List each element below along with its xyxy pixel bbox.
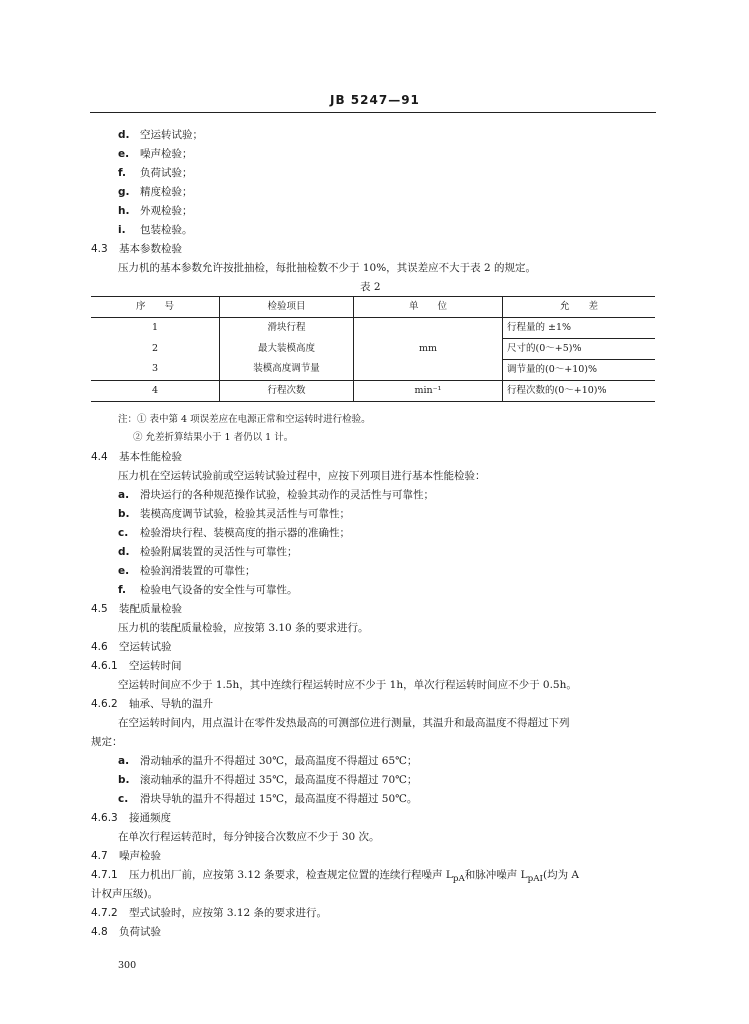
paragraph: 计权声压级)。: [91, 888, 159, 900]
section-heading: 4.4 基本性能检验: [91, 451, 182, 463]
section-heading: 4.6 空运转试验: [91, 641, 172, 653]
table-note: ② 允差折算结果小于 1 者仍以 1 计。: [133, 432, 294, 443]
table-row: [91, 381, 655, 402]
list-item: h. 外观检验；: [118, 205, 193, 217]
page-number: 300: [118, 960, 137, 971]
section-heading: 4.3 基本参数检验: [91, 243, 182, 255]
paragraph: 4.7.2 型式试验时，应按第 3.12 条的要求进行。: [91, 907, 328, 919]
table-cell: 滑块行程: [220, 318, 354, 339]
list-item: e. 噪声检验；: [118, 148, 193, 160]
table-cell: 3: [151, 363, 159, 375]
col-header: 检验项目: [220, 297, 354, 318]
col-header: 单 位: [354, 297, 503, 318]
section-heading: 4.7 噪声检验: [91, 850, 161, 862]
table-cell: min⁻¹: [354, 381, 503, 402]
page-header: [90, 90, 656, 113]
list-item: g. 精度检验；: [118, 186, 193, 198]
list-item: a. 滑动轴承的温升不得超过 30℃，最高温度不得超过 65℃；: [118, 755, 418, 767]
table-cell: 装模高度调节量: [220, 360, 354, 381]
paragraph: 4.7.1 压力机出厂前，应按第 3.12 条要求，检查规定位置的连续行程噪声 $L_{pA}$和脉冲噪声 $L_{pAI}$(均为 A: [91, 869, 580, 885]
list-item: b. 装模高度调节试验，检验其灵活性与可靠性；: [118, 508, 350, 520]
list-item: e. 检验润滑装置的可靠性；: [118, 565, 256, 577]
table-header-row: [91, 297, 655, 318]
table-cell: 调节量的(0～+10)%: [503, 360, 656, 381]
table-cell: 4: [91, 381, 220, 402]
table-note: 注：① 表中第 4 项误差应在电源正常和空运转时进行检验。: [118, 414, 371, 425]
list-item: d. 检验附属装置的灵活性与可靠性；: [118, 546, 298, 558]
list-item: a. 滑块运行的各种规范操作试验，检验其动作的灵活性与可靠性；: [118, 489, 434, 501]
paragraph: 空运转时间应不少于 1.5h，其中连续行程运转时应不少于 1h，单次行程运转时间应不少于 0.5h。: [118, 679, 577, 691]
table-caption: 表 2: [360, 281, 381, 293]
standard-code: JB 5247—91: [330, 93, 420, 107]
table-cell: 行程次数: [220, 381, 354, 402]
subsection-heading: 4.6.3 接通频度: [91, 812, 171, 824]
col-header: 序 号: [91, 297, 220, 318]
paragraph: 压力机的基本参数允许按批抽检，每批抽检数不少于 10%，其误差应不大于表 2 的规定。: [118, 262, 537, 274]
list-item: i. 包装检验。: [118, 224, 193, 236]
paragraph: 在单次行程运转范时，每分钟接合次数应不少于 30 次。: [118, 831, 380, 843]
table-cell: 2: [151, 342, 159, 354]
list-item: f. 检验电气设备的安全性与可靠性。: [118, 584, 298, 596]
list-item: f. 负荷试验；: [118, 167, 193, 179]
paragraph: 在空运转时间内，用点温计在零件发热最高的可测部位进行测量，其温升和最高温度不得超过下列: [118, 717, 570, 729]
table-cell: 尺寸的(0～+5)%: [503, 339, 656, 360]
table-row: [91, 318, 655, 339]
list-item: d. 空运转试验；: [118, 129, 203, 141]
paragraph: 规定：: [91, 736, 123, 748]
col-header: 允 差: [503, 297, 656, 318]
section-heading: 4.5 装配质量检验: [91, 603, 182, 615]
subsection-heading: 4.6.1 空运转时间: [91, 660, 182, 672]
table-cell: 1: [151, 321, 159, 333]
table-cell: 行程次数的(0～+10)%: [503, 381, 656, 402]
list-item: c. 检验滑块行程、装模高度的指示器的准确性；: [118, 527, 350, 539]
list-item: c. 滑块导轨的温升不得超过 15℃，最高温度不得超过 50℃。: [118, 793, 418, 805]
table-cell: 行程量的 ±1%: [503, 318, 656, 339]
subsection-heading: 4.6.2 轴承、导轨的温升: [91, 698, 213, 710]
parameter-table: [91, 296, 655, 402]
paragraph: 压力机在空运转试验前或空运转试验过程中，应按下列项目进行基本性能检验：: [118, 470, 486, 482]
section-heading: 4.8 负荷试验: [91, 926, 161, 938]
table-cell: 最大装模高度: [220, 339, 354, 360]
table-cell: mm: [354, 318, 503, 381]
paragraph: 压力机的装配质量检验，应按第 3.10 条的要求进行。: [118, 622, 369, 634]
list-item: b. 滚动轴承的温升不得超过 35℃，最高温度不得超过 70℃；: [118, 774, 418, 786]
